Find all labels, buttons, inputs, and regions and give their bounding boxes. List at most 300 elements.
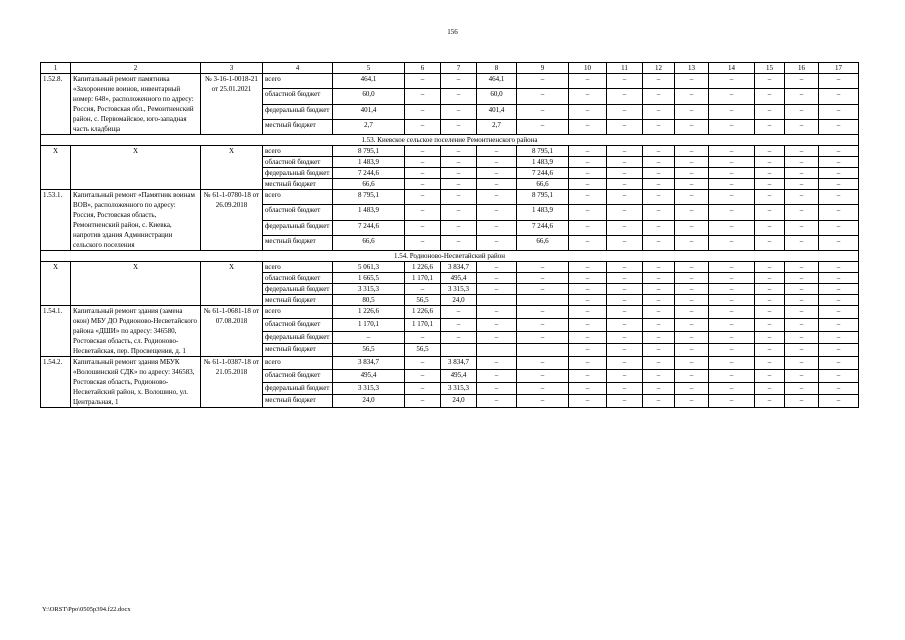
budget-type-cell: всего [263,146,333,157]
value-cell: – [675,179,709,190]
value-cell: 1 483,9 [333,205,405,220]
table-row [41,190,859,205]
value-cell: – [755,295,785,306]
value-cell: – [643,235,675,250]
value-cell: – [675,273,709,284]
footer-file-path: Y:\ORST\Ppo\0505p394.f22.docx [42,606,131,613]
value-cell: – [785,344,819,357]
value-cell: – [569,235,607,250]
value-cell: 1 665,5 [333,273,405,284]
value-cell [517,344,569,357]
header-cell: 2 [71,63,201,74]
value-cell: – [569,262,607,273]
value-cell: – [441,190,477,205]
header-cell: 15 [755,63,785,74]
section-title: 1.53. Киевское сельское поселение Ремонтненского района [41,135,859,146]
value-cell: – [607,357,643,370]
document-number: № 3-16-1-0018-21 от 25.01.2021 [201,74,263,135]
budget-type-cell: областной бюджет [263,157,333,168]
value-cell: – [569,284,607,295]
value-cell: – [517,382,569,395]
budget-type-cell: федеральный бюджет [263,331,333,344]
budget-type-cell: всего [263,306,333,319]
value-cell: 1 170,1 [333,318,405,331]
value-cell: – [755,357,785,370]
value-cell: – [569,119,607,134]
header-cell: 6 [405,63,441,74]
header-cell: 7 [441,63,477,74]
value-cell: – [607,382,643,395]
value-cell: 3 834,7 [441,357,477,370]
value-cell: 3 834,7 [441,262,477,273]
value-cell: – [819,235,859,250]
value-cell: – [405,220,441,235]
value-cell: – [405,357,441,370]
value-cell: 3 315,3 [441,382,477,395]
budget-type-cell: местный бюджет [263,179,333,190]
budget-type-cell: местный бюджет [263,344,333,357]
value-cell: – [517,262,569,273]
x-marker: Х [71,262,201,306]
value-cell: – [569,273,607,284]
value-cell: – [607,104,643,119]
header-cell: 10 [569,63,607,74]
value-cell: – [477,179,517,190]
value-cell: – [477,146,517,157]
table-row [41,357,859,370]
value-cell: – [819,179,859,190]
budget-type-cell: областной бюджет [263,89,333,104]
value-cell: – [569,395,607,408]
value-cell: – [643,146,675,157]
budget-type-cell: областной бюджет [263,318,333,331]
value-cell: – [675,74,709,89]
value-cell: – [569,190,607,205]
value-cell: – [675,168,709,179]
document-number: № 61-1-0681-18 от 07.08.2018 [201,306,263,357]
value-cell: – [405,168,441,179]
value-cell: – [755,119,785,134]
value-cell: – [643,262,675,273]
value-cell: – [675,284,709,295]
value-cell: – [569,331,607,344]
value-cell: – [517,306,569,319]
value-cell: – [569,306,607,319]
value-cell: 3 315,3 [333,284,405,295]
value-cell: – [785,369,819,382]
header-cell: 3 [201,63,263,74]
value-cell: – [709,357,755,370]
value-cell: – [607,205,643,220]
value-cell [517,295,569,306]
value-cell: – [607,318,643,331]
value-cell: – [785,190,819,205]
budget-type-cell: федеральный бюджет [263,220,333,235]
value-cell: – [819,284,859,295]
value-cell: – [819,74,859,89]
value-cell: 1 226,6 [333,306,405,319]
value-cell: 1 226,6 [405,262,441,273]
page-number: 156 [447,28,458,36]
value-cell: – [569,89,607,104]
value-cell: – [607,395,643,408]
value-cell: 3 315,3 [333,382,405,395]
value-cell: – [441,89,477,104]
value-cell: – [517,119,569,134]
value-cell: – [607,146,643,157]
value-cell: 3 315,3 [441,284,477,295]
value-cell: – [607,295,643,306]
budget-type-cell: областной бюджет [263,205,333,220]
value-cell: – [643,119,675,134]
value-cell: 66,6 [517,179,569,190]
value-cell: 401,4 [333,104,405,119]
value-cell: – [643,74,675,89]
value-cell: – [569,168,607,179]
value-cell: – [477,331,517,344]
value-cell: – [607,284,643,295]
value-cell: – [643,190,675,205]
value-cell: – [405,284,441,295]
value-cell: – [477,306,517,319]
value-cell: 66,6 [517,235,569,250]
value-cell: – [709,331,755,344]
value-cell: – [477,220,517,235]
section-title: 1.54. Родионово-Несветайский район [41,251,859,262]
object-name: Капитальный ремонт здания (замена окон) МБУ ДО Родионово-Несветайского района «ДШИ» по адресу: 346580, Ростовская область, сл. Родионово-Несветайская, пер. Просвещения, д. 1 [71,306,201,357]
value-cell: – [709,179,755,190]
value-cell: 7 244,6 [333,220,405,235]
value-cell: – [709,295,755,306]
value-cell: – [405,157,441,168]
value-cell: – [643,273,675,284]
value-cell: – [405,205,441,220]
header-cell: 8 [477,63,517,74]
value-cell: – [819,395,859,408]
value-cell: 8 795,1 [333,146,405,157]
table-row [41,146,859,157]
value-cell: 56,5 [405,344,441,357]
value-cell: – [643,104,675,119]
value-cell: – [785,146,819,157]
value-cell: – [819,369,859,382]
value-cell: – [709,89,755,104]
value-cell [441,344,477,357]
value-cell: – [675,190,709,205]
value-cell: – [405,395,441,408]
value-cell: – [819,382,859,395]
budget-type-cell: областной бюджет [263,369,333,382]
document-number: № 61-1-0780-18 от 26.09.2018 [201,190,263,251]
section-row [41,251,859,262]
value-cell: – [441,220,477,235]
value-cell: – [819,331,859,344]
value-cell: – [785,89,819,104]
value-cell: – [755,157,785,168]
value-cell: – [643,168,675,179]
value-cell: – [819,119,859,134]
value-cell [477,344,517,357]
budget-type-cell: всего [263,190,333,205]
value-cell: – [819,306,859,319]
value-cell: – [643,357,675,370]
value-cell: – [755,104,785,119]
budget-type-cell: федеральный бюджет [263,382,333,395]
value-cell: – [785,205,819,220]
value-cell: – [755,179,785,190]
header-cell: 11 [607,63,643,74]
value-cell: – [607,168,643,179]
value-cell: 8 795,1 [333,190,405,205]
value-cell: – [709,104,755,119]
x-marker: Х [41,146,71,190]
value-cell: – [517,89,569,104]
value-cell: – [675,331,709,344]
value-cell: – [785,306,819,319]
value-cell: – [755,205,785,220]
value-cell: 1 483,9 [517,157,569,168]
value-cell: – [819,220,859,235]
value-cell: – [675,382,709,395]
value-cell: – [755,262,785,273]
value-cell: – [607,344,643,357]
value-cell: – [819,295,859,306]
value-cell: – [405,382,441,395]
value-cell: – [709,395,755,408]
value-cell: – [819,357,859,370]
value-cell: – [819,190,859,205]
value-cell: 1 483,9 [517,205,569,220]
value-cell: – [607,306,643,319]
value-cell: – [569,295,607,306]
value-cell: – [709,157,755,168]
value-cell: – [477,262,517,273]
budget-type-cell: федеральный бюджет [263,104,333,119]
value-cell: – [517,369,569,382]
value-cell: – [517,331,569,344]
value-cell: – [643,369,675,382]
value-cell: – [477,273,517,284]
value-cell: – [785,220,819,235]
value-cell: – [819,344,859,357]
value-cell: – [441,157,477,168]
value-cell: – [709,205,755,220]
value-cell: – [569,104,607,119]
value-cell: – [675,235,709,250]
value-cell: – [643,179,675,190]
value-cell: – [709,220,755,235]
value-cell: – [517,318,569,331]
value-cell: – [785,262,819,273]
header-cell: 12 [643,63,675,74]
value-cell: – [709,190,755,205]
value-cell: – [643,344,675,357]
header-cell: 1 [41,63,71,74]
value-cell: – [643,89,675,104]
value-cell: – [477,357,517,370]
value-cell: – [675,205,709,220]
value-cell: – [755,369,785,382]
value-cell: – [709,318,755,331]
value-cell: – [643,284,675,295]
value-cell: 60,0 [477,89,517,104]
object-name: Капитальный ремонт «Памятник воинам ВОВ», расположенного по адресу: Россия, Ростовская область, Ремонтненский район, с. Киевка, напротив здания Администрации сельского поселения [71,190,201,251]
value-cell: 7 244,6 [517,220,569,235]
value-cell: – [477,190,517,205]
value-cell: 495,4 [333,369,405,382]
section-row [41,135,859,146]
value-cell: – [785,273,819,284]
header-cell: 17 [819,63,859,74]
value-cell: – [477,168,517,179]
value-cell: – [607,74,643,89]
value-cell: 1 170,1 [405,318,441,331]
value-cell: – [405,74,441,89]
value-cell: – [709,369,755,382]
value-cell: – [675,395,709,408]
budget-type-cell: областной бюджет [263,273,333,284]
value-cell: – [517,357,569,370]
header-cell: 13 [675,63,709,74]
value-cell: – [569,369,607,382]
value-cell: – [517,104,569,119]
value-cell: – [477,382,517,395]
value-cell: – [569,220,607,235]
value-cell: – [755,331,785,344]
value-cell: – [785,382,819,395]
header-cell: 9 [517,63,569,74]
value-cell: – [405,190,441,205]
value-cell: – [607,190,643,205]
value-cell: – [675,306,709,319]
value-cell: – [755,306,785,319]
value-cell: – [333,331,405,344]
value-cell: – [441,179,477,190]
table-row [41,306,859,319]
item-number: 1.54.1. [41,306,71,357]
value-cell: – [607,273,643,284]
budget-type-cell: федеральный бюджет [263,284,333,295]
value-cell: – [709,344,755,357]
table-row [41,262,859,273]
value-cell: – [477,205,517,220]
value-cell [477,295,517,306]
value-cell: – [675,262,709,273]
value-cell: 24,0 [333,395,405,408]
value-cell: – [607,89,643,104]
value-cell: 2,7 [477,119,517,134]
value-cell: 5 061,3 [333,262,405,273]
value-cell: – [755,344,785,357]
x-marker: Х [41,262,71,306]
value-cell: – [405,119,441,134]
value-cell: – [709,382,755,395]
value-cell: – [517,273,569,284]
budget-type-cell: всего [263,74,333,89]
value-cell: – [607,157,643,168]
value-cell: – [643,295,675,306]
value-cell: – [441,331,477,344]
value-cell: – [441,235,477,250]
value-cell: – [819,318,859,331]
value-cell: – [755,382,785,395]
value-cell: – [785,157,819,168]
value-cell: – [569,146,607,157]
value-cell: – [675,369,709,382]
value-cell: – [643,331,675,344]
value-cell: 8 795,1 [517,190,569,205]
value-cell: – [607,235,643,250]
value-cell: 56,5 [333,344,405,357]
value-cell: – [755,395,785,408]
budget-type-cell: местный бюджет [263,119,333,134]
value-cell: – [441,74,477,89]
value-cell: – [569,205,607,220]
budget-type-cell: местный бюджет [263,395,333,408]
value-cell: – [785,295,819,306]
value-cell: – [755,273,785,284]
value-cell: – [405,369,441,382]
value-cell: – [709,146,755,157]
value-cell: – [569,74,607,89]
value-cell: – [405,104,441,119]
value-cell: – [709,262,755,273]
value-cell: – [441,306,477,319]
value-cell: 3 834,7 [333,357,405,370]
value-cell: – [709,306,755,319]
value-cell: – [569,157,607,168]
value-cell: – [785,104,819,119]
item-number: 1.53.1. [41,190,71,251]
value-cell: – [819,205,859,220]
value-cell: – [819,89,859,104]
value-cell: – [607,179,643,190]
value-cell: – [477,157,517,168]
value-cell: – [785,318,819,331]
value-cell: – [643,220,675,235]
value-cell: – [755,318,785,331]
value-cell: 66,6 [333,179,405,190]
value-cell: 1 170,1 [405,273,441,284]
value-cell: – [709,273,755,284]
value-cell: 7 244,6 [333,168,405,179]
value-cell: 60,0 [333,89,405,104]
value-cell: – [819,262,859,273]
x-marker: Х [201,146,263,190]
value-cell: 56,5 [405,295,441,306]
value-cell: – [819,146,859,157]
value-cell: – [569,382,607,395]
value-cell: – [755,168,785,179]
value-cell: – [675,357,709,370]
value-cell: – [405,235,441,250]
value-cell: – [405,89,441,104]
value-cell: – [405,331,441,344]
table-row [41,74,859,89]
value-cell: – [477,318,517,331]
value-cell: 495,4 [441,369,477,382]
header-cell: 4 [263,63,333,74]
object-name: Капитальный ремонт здания МБУК «Волошинский СДК» по адресу: 346583, Ростовская область, Родионово-Несветайский район, х. Волошино, ул. Центральная, 1 [71,357,201,408]
value-cell: – [607,119,643,134]
value-cell: – [517,395,569,408]
value-cell: 1 483,9 [333,157,405,168]
value-cell: – [675,119,709,134]
value-cell: – [785,119,819,134]
value-cell: – [675,146,709,157]
value-cell: 8 795,1 [517,146,569,157]
value-cell: – [755,284,785,295]
